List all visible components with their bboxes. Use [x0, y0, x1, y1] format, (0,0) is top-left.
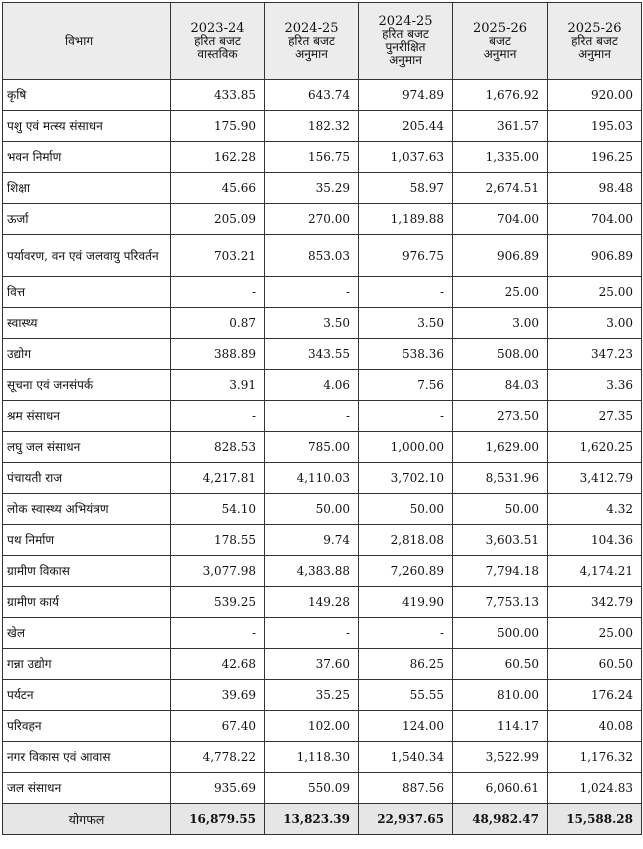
value-cell: 6,060.61 — [453, 773, 548, 804]
value-cell: 1,620.25 — [548, 432, 642, 463]
value-cell: 273.50 — [453, 401, 548, 432]
value-cell: 361.57 — [453, 111, 548, 142]
value-cell: 58.97 — [359, 173, 453, 204]
green-budget-table — [2, 2, 642, 835]
total-cell: 15,588.28 — [548, 804, 642, 835]
header-year: 2025-26 — [472, 20, 528, 36]
value-cell: - — [171, 401, 265, 432]
value-cell: 343.55 — [265, 339, 359, 370]
table-row — [3, 204, 642, 235]
department-cell: लोक स्वास्थ्य अभियंत्रण — [3, 494, 171, 525]
table-row — [3, 277, 642, 308]
value-cell: 162.28 — [171, 142, 265, 173]
value-cell: 3,702.10 — [359, 463, 453, 494]
value-cell: 2,674.51 — [453, 173, 548, 204]
value-cell: 3.36 — [548, 370, 642, 401]
department-cell: गन्ना उद्योग — [3, 649, 171, 680]
value-cell: 508.00 — [453, 339, 548, 370]
value-cell: - — [171, 618, 265, 649]
total-label: योगफल — [3, 804, 171, 835]
value-cell: 40.08 — [548, 711, 642, 742]
value-cell: 906.89 — [453, 235, 548, 277]
value-cell: - — [359, 401, 453, 432]
department-cell: परिवहन — [3, 711, 171, 742]
value-cell: 7,753.13 — [453, 587, 548, 618]
header-line2: अनुमान — [578, 46, 611, 61]
header-year: 2025-26 — [567, 20, 622, 36]
value-cell: 176.24 — [548, 680, 642, 711]
value-cell: 3,522.99 — [453, 742, 548, 773]
value-cell: 347.23 — [548, 339, 642, 370]
value-cell: - — [359, 618, 453, 649]
value-cell: 149.28 — [265, 587, 359, 618]
value-cell: 104.36 — [548, 525, 642, 556]
department-cell: जल संसाधन — [3, 773, 171, 804]
value-cell: 195.03 — [548, 111, 642, 142]
value-cell: 4,217.81 — [171, 463, 265, 494]
value-cell: 976.75 — [359, 235, 453, 277]
department-cell: पर्यावरण, वन एवं जलवायु परिवर्तन — [3, 235, 171, 277]
value-cell: 50.00 — [265, 494, 359, 525]
value-cell: 39.69 — [171, 680, 265, 711]
value-cell: 433.85 — [171, 80, 265, 111]
value-cell: 810.00 — [453, 680, 548, 711]
value-cell: 828.53 — [171, 432, 265, 463]
value-cell: 205.44 — [359, 111, 453, 142]
table-row — [3, 339, 642, 370]
value-cell: 920.00 — [548, 80, 642, 111]
department-cell: ग्रामीण विकास — [3, 556, 171, 587]
table-row — [3, 680, 642, 711]
value-cell: 1,540.34 — [359, 742, 453, 773]
value-cell: 2,818.08 — [359, 525, 453, 556]
value-cell: 1,037.63 — [359, 142, 453, 173]
value-cell: - — [265, 401, 359, 432]
value-cell: 906.89 — [548, 235, 642, 277]
value-cell: 4.06 — [265, 370, 359, 401]
value-cell: 1,676.92 — [453, 80, 548, 111]
value-cell: 643.74 — [265, 80, 359, 111]
total-cell: 48,982.47 — [453, 804, 548, 835]
department-cell: उद्योग — [3, 339, 171, 370]
value-cell: 1,176.32 — [548, 742, 642, 773]
value-cell: 3,077.98 — [171, 556, 265, 587]
value-cell: 0.87 — [171, 308, 265, 339]
department-cell: भवन निर्माण — [3, 142, 171, 173]
header-line1: बजट — [489, 33, 511, 48]
department-cell: शिक्षा — [3, 173, 171, 204]
value-cell: 3.91 — [171, 370, 265, 401]
total-cell: 22,937.65 — [359, 804, 453, 835]
table-row — [3, 711, 642, 742]
value-cell: 1,189.88 — [359, 204, 453, 235]
header-line2: पुनरीक्षित — [385, 40, 426, 54]
value-cell: - — [265, 618, 359, 649]
header-year: 2023-24 — [190, 20, 245, 36]
department-cell: पशु एवं मत्स्य संसाधन — [3, 111, 171, 142]
table-row — [3, 111, 642, 142]
value-cell: 114.17 — [453, 711, 548, 742]
value-cell: - — [265, 277, 359, 308]
value-cell: 3.00 — [548, 308, 642, 339]
header-col — [265, 3, 359, 80]
value-cell: 4,383.88 — [265, 556, 359, 587]
value-cell: 124.00 — [359, 711, 453, 742]
value-cell: 4.32 — [548, 494, 642, 525]
value-cell: 178.55 — [171, 525, 265, 556]
value-cell: 25.00 — [548, 277, 642, 308]
table-row — [3, 463, 642, 494]
table-row — [3, 401, 642, 432]
value-cell: 3.00 — [453, 308, 548, 339]
value-cell: 84.03 — [453, 370, 548, 401]
value-cell: 196.25 — [548, 142, 642, 173]
department-cell: स्वास्थ्य — [3, 308, 171, 339]
total-cell: 13,823.39 — [265, 804, 359, 835]
table-row — [3, 173, 642, 204]
value-cell: 67.40 — [171, 711, 265, 742]
value-cell: 25.00 — [453, 277, 548, 308]
value-cell: 102.00 — [265, 711, 359, 742]
value-cell: 7.56 — [359, 370, 453, 401]
value-cell: 4,174.21 — [548, 556, 642, 587]
table-row — [3, 80, 642, 111]
header-year: 2024-25 — [284, 20, 339, 36]
header-line3: अनुमान — [389, 53, 422, 67]
value-cell: 86.25 — [359, 649, 453, 680]
table-body — [3, 80, 642, 804]
value-cell: 1,024.83 — [548, 773, 642, 804]
value-cell: 27.35 — [548, 401, 642, 432]
table-row — [3, 370, 642, 401]
value-cell: 3,412.79 — [548, 463, 642, 494]
value-cell: 3.50 — [265, 308, 359, 339]
total-cell: 16,879.55 — [171, 804, 265, 835]
total-row — [3, 804, 642, 835]
department-cell: पर्यटन — [3, 680, 171, 711]
header-department: विभाग — [3, 3, 171, 80]
value-cell: 175.90 — [171, 111, 265, 142]
header-line2: अनुमान — [483, 46, 517, 61]
header-line2: अनुमान — [295, 46, 328, 61]
table-row — [3, 308, 642, 339]
value-cell: 538.36 — [359, 339, 453, 370]
value-cell: 342.79 — [548, 587, 642, 618]
table-row — [3, 742, 642, 773]
table-header-row — [3, 3, 642, 80]
department-cell: श्रम संसाधन — [3, 401, 171, 432]
table-row — [3, 494, 642, 525]
value-cell: 7,260.89 — [359, 556, 453, 587]
value-cell: 9.74 — [265, 525, 359, 556]
department-cell: कृषि — [3, 80, 171, 111]
value-cell: 500.00 — [453, 618, 548, 649]
header-year: 2024-25 — [378, 14, 433, 29]
table-row — [3, 649, 642, 680]
value-cell: 205.09 — [171, 204, 265, 235]
table-row — [3, 525, 642, 556]
table-row — [3, 587, 642, 618]
value-cell: 1,000.00 — [359, 432, 453, 463]
value-cell: 419.90 — [359, 587, 453, 618]
header-line2: वास्तविक — [197, 46, 238, 61]
department-cell: सूचना एवं जनसंपर्क — [3, 370, 171, 401]
value-cell: 935.69 — [171, 773, 265, 804]
value-cell: 4,778.22 — [171, 742, 265, 773]
value-cell: - — [171, 277, 265, 308]
department-cell: पंचायती राज — [3, 463, 171, 494]
department-cell: पथ निर्माण — [3, 525, 171, 556]
value-cell: 54.10 — [171, 494, 265, 525]
table-row — [3, 618, 642, 649]
value-cell: 853.03 — [265, 235, 359, 277]
header-line1: हरित बजट — [382, 27, 429, 41]
value-cell: 50.00 — [453, 494, 548, 525]
value-cell: 35.25 — [265, 680, 359, 711]
value-cell: - — [359, 277, 453, 308]
value-cell: 270.00 — [265, 204, 359, 235]
value-cell: 35.29 — [265, 173, 359, 204]
value-cell: 974.89 — [359, 80, 453, 111]
value-cell: 703.21 — [171, 235, 265, 277]
department-cell: लघु जल संसाधन — [3, 432, 171, 463]
header-line1: हरित बजट — [288, 33, 335, 48]
value-cell: 550.09 — [265, 773, 359, 804]
table-row — [3, 142, 642, 173]
value-cell: 785.00 — [265, 432, 359, 463]
department-cell: वित्त — [3, 277, 171, 308]
value-cell: 7,794.18 — [453, 556, 548, 587]
header-col — [453, 3, 548, 80]
table-row — [3, 556, 642, 587]
header-line1: हरित बजट — [571, 33, 618, 48]
value-cell: 3.50 — [359, 308, 453, 339]
value-cell: 8,531.96 — [453, 463, 548, 494]
value-cell: 539.25 — [171, 587, 265, 618]
value-cell: 182.32 — [265, 111, 359, 142]
value-cell: 1,335.00 — [453, 142, 548, 173]
budget-table-container — [2, 2, 642, 835]
header-col — [171, 3, 265, 80]
value-cell: 60.50 — [548, 649, 642, 680]
header-col — [548, 3, 642, 80]
value-cell: 1,629.00 — [453, 432, 548, 463]
table-row — [3, 432, 642, 463]
value-cell: 98.48 — [548, 173, 642, 204]
department-cell: ग्रामीण कार्य — [3, 587, 171, 618]
value-cell: 704.00 — [548, 204, 642, 235]
value-cell: 42.68 — [171, 649, 265, 680]
table-row — [3, 773, 642, 804]
value-cell: 704.00 — [453, 204, 548, 235]
department-cell: खेल — [3, 618, 171, 649]
header-col — [359, 3, 453, 80]
header-line1: हरित बजट — [194, 33, 241, 48]
value-cell: 3,603.51 — [453, 525, 548, 556]
value-cell: 55.55 — [359, 680, 453, 711]
department-cell: नगर विकास एवं आवास — [3, 742, 171, 773]
value-cell: 156.75 — [265, 142, 359, 173]
value-cell: 4,110.03 — [265, 463, 359, 494]
value-cell: 1,118.30 — [265, 742, 359, 773]
value-cell: 388.89 — [171, 339, 265, 370]
value-cell: 50.00 — [359, 494, 453, 525]
value-cell: 45.66 — [171, 173, 265, 204]
value-cell: 25.00 — [548, 618, 642, 649]
value-cell: 887.56 — [359, 773, 453, 804]
value-cell: 37.60 — [265, 649, 359, 680]
value-cell: 60.50 — [453, 649, 548, 680]
department-cell: ऊर्जा — [3, 204, 171, 235]
table-row — [3, 235, 642, 277]
